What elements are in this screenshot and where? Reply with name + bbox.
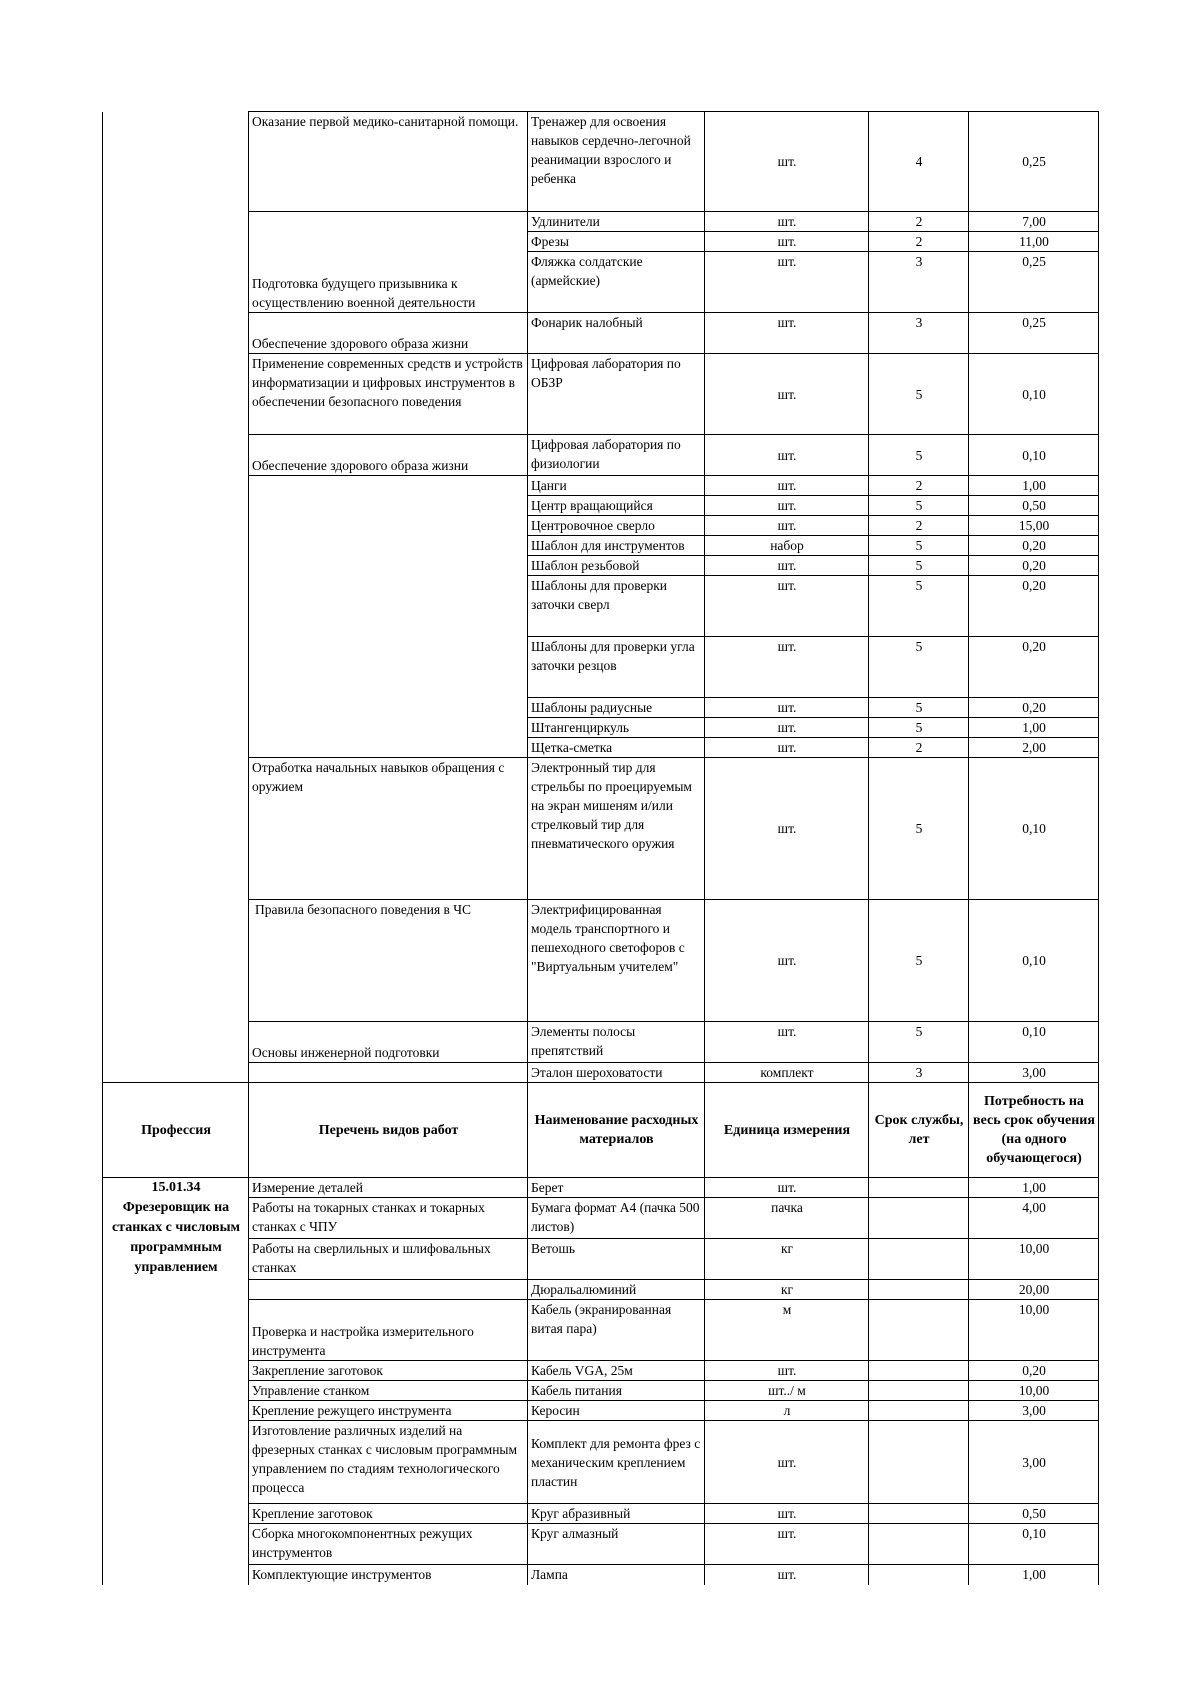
need-cell: 2,00 bbox=[969, 738, 1099, 758]
item-cell: Фляжка солдатские (армейские) bbox=[528, 252, 705, 313]
unit-cell: шт. bbox=[705, 354, 869, 435]
need-cell: 3,00 bbox=[969, 1421, 1099, 1504]
item-cell: Фрезы bbox=[528, 232, 705, 252]
need-cell: 10,00 bbox=[969, 1239, 1099, 1280]
work-cell: Сборка многокомпонентных режущих инструментов bbox=[249, 1524, 528, 1565]
unit-cell: м bbox=[705, 1300, 869, 1361]
table-row bbox=[103, 1022, 1099, 1063]
unit-cell: шт. bbox=[705, 112, 869, 212]
header-profession: Профессия bbox=[103, 1083, 249, 1178]
item-cell: Шаблоны радиусные bbox=[528, 698, 705, 718]
table-row bbox=[103, 354, 1099, 435]
life-cell: 5 bbox=[869, 556, 969, 576]
item-cell: Кабель VGA, 25м bbox=[528, 1361, 705, 1381]
work-cell: Отработка начальных навыков обращения с оружием bbox=[249, 758, 528, 900]
unit-cell: шт. bbox=[705, 435, 869, 476]
work-cell: Изготовление различных изделий на фрезерных станках с числовым программным управлением по стадиям технологического процесса bbox=[249, 1421, 528, 1504]
need-cell: 0,25 bbox=[969, 313, 1099, 354]
need-cell: 3,00 bbox=[969, 1063, 1099, 1083]
unit-cell: шт. bbox=[705, 637, 869, 698]
life-cell: 2 bbox=[869, 516, 969, 536]
unit-cell: шт. bbox=[705, 476, 869, 496]
need-cell: 15,00 bbox=[969, 516, 1099, 536]
need-cell: 0,20 bbox=[969, 556, 1099, 576]
item-cell: Шаблон резьбовой bbox=[528, 556, 705, 576]
need-cell: 0,10 bbox=[969, 1022, 1099, 1063]
item-cell: Цифровая лаборатория по ОБЗР bbox=[528, 354, 705, 435]
life-cell: 5 bbox=[869, 758, 969, 900]
item-cell: Круг алмазный bbox=[528, 1524, 705, 1565]
work-cell: Закрепление заготовок bbox=[249, 1361, 528, 1381]
table-row bbox=[103, 1565, 1099, 1585]
life-cell bbox=[869, 1178, 969, 1198]
need-cell: 7,00 bbox=[969, 212, 1099, 232]
life-cell bbox=[869, 1300, 969, 1361]
unit-cell: шт. bbox=[705, 900, 869, 1022]
table-row bbox=[103, 1239, 1099, 1280]
unit-cell: шт. bbox=[705, 516, 869, 536]
work-cell-empty bbox=[249, 1280, 528, 1300]
item-cell: Центровочное сверло bbox=[528, 516, 705, 536]
life-cell: 5 bbox=[869, 1022, 969, 1063]
life-cell bbox=[869, 1401, 969, 1421]
profession-name: Фрезеровщик на станках с числовым программным управлением bbox=[111, 1200, 241, 1275]
unit-cell: шт. bbox=[705, 212, 869, 232]
table-row bbox=[103, 112, 1099, 212]
need-cell: 0,20 bbox=[969, 637, 1099, 698]
profession-code: 15.01.34 bbox=[151, 1180, 201, 1195]
table-row bbox=[103, 1178, 1099, 1198]
unit-cell: шт. bbox=[705, 1504, 869, 1524]
need-cell: 0,50 bbox=[969, 1504, 1099, 1524]
item-cell: Кабель питания bbox=[528, 1381, 705, 1401]
materials-table bbox=[102, 111, 1099, 1585]
item-cell: Эталон шероховатости bbox=[528, 1063, 705, 1083]
item-cell: Электрифицированная модель транспортного и пешеходного светофоров с "Виртуальным учителем" bbox=[528, 900, 705, 1022]
unit-cell: шт. bbox=[705, 1022, 869, 1063]
need-cell: 0,10 bbox=[969, 435, 1099, 476]
need-cell: 0,20 bbox=[969, 1361, 1099, 1381]
need-cell: 1,00 bbox=[969, 1565, 1099, 1585]
header-service-life: Срок службы, лет bbox=[869, 1083, 969, 1178]
item-cell: Цифровая лаборатория по физиологии bbox=[528, 435, 705, 476]
work-cell: Правила безопасного поведения в ЧС bbox=[249, 900, 528, 1022]
header-unit: Единица измерения bbox=[705, 1083, 869, 1178]
table-row bbox=[103, 1421, 1099, 1504]
table-row bbox=[103, 1361, 1099, 1381]
item-cell: Электронный тир для стрельбы по проецируемым на экран мишеням и/или стрелковый тир для пневматического оружия bbox=[528, 758, 705, 900]
need-cell: 0,20 bbox=[969, 698, 1099, 718]
item-cell: Керосин bbox=[528, 1401, 705, 1421]
unit-cell: комплект bbox=[705, 1063, 869, 1083]
life-cell: 5 bbox=[869, 637, 969, 698]
life-cell bbox=[869, 1504, 969, 1524]
table-row bbox=[103, 758, 1099, 900]
item-cell: Бумага формат А4 (пачка 500 листов) bbox=[528, 1198, 705, 1239]
unit-cell: шт. bbox=[705, 1421, 869, 1504]
table-row bbox=[103, 212, 1099, 232]
life-cell: 5 bbox=[869, 576, 969, 637]
item-cell: Шаблоны для проверки заточки сверл bbox=[528, 576, 705, 637]
life-cell bbox=[869, 1361, 969, 1381]
work-cell: Измерение деталей bbox=[249, 1178, 528, 1198]
item-cell: Штангенциркуль bbox=[528, 718, 705, 738]
life-cell: 2 bbox=[869, 212, 969, 232]
unit-cell: шт. bbox=[705, 576, 869, 637]
unit-cell: шт. bbox=[705, 1178, 869, 1198]
need-cell: 0,10 bbox=[969, 900, 1099, 1022]
unit-cell: шт. bbox=[705, 313, 869, 354]
work-cell: Крепление заготовок bbox=[249, 1504, 528, 1524]
life-cell: 3 bbox=[869, 313, 969, 354]
item-cell: Щетка-сметка bbox=[528, 738, 705, 758]
unit-cell: кг bbox=[705, 1280, 869, 1300]
table-row bbox=[103, 435, 1099, 476]
unit-cell: шт. bbox=[705, 698, 869, 718]
need-cell: 0,50 bbox=[969, 496, 1099, 516]
work-cell-empty bbox=[249, 1063, 528, 1083]
table-row bbox=[103, 1504, 1099, 1524]
document-page bbox=[102, 111, 1098, 1585]
need-cell: 10,00 bbox=[969, 1300, 1099, 1361]
work-cell: Применение современных средств и устройств информатизации и цифровых инструментов в обеспечении безопасного поведения bbox=[249, 354, 528, 435]
work-cell: Проверка и настройка измерительного инструмента bbox=[249, 1300, 528, 1361]
item-cell: Элементы полосы препятствий bbox=[528, 1022, 705, 1063]
need-cell: 0,10 bbox=[969, 354, 1099, 435]
work-cell: Обеспечение здорового образа жизни bbox=[249, 313, 528, 354]
life-cell bbox=[869, 1239, 969, 1280]
need-cell: 0,20 bbox=[969, 576, 1099, 637]
work-cell: Работы на сверлильных и шлифовальных станках bbox=[249, 1239, 528, 1280]
profession-cell-continued bbox=[103, 112, 249, 1083]
item-cell: Лампа bbox=[528, 1565, 705, 1585]
life-cell: 3 bbox=[869, 252, 969, 313]
item-cell: Шаблон для инструментов bbox=[528, 536, 705, 556]
life-cell: 2 bbox=[869, 232, 969, 252]
item-cell: Центр вращающийся bbox=[528, 496, 705, 516]
table-row bbox=[103, 900, 1099, 1022]
item-cell: Берет bbox=[528, 1178, 705, 1198]
unit-cell: кг bbox=[705, 1239, 869, 1280]
life-cell: 5 bbox=[869, 536, 969, 556]
unit-cell: шт. bbox=[705, 252, 869, 313]
unit-cell: шт../ м bbox=[705, 1381, 869, 1401]
unit-cell: л bbox=[705, 1401, 869, 1421]
table-row bbox=[103, 1198, 1099, 1239]
life-cell: 5 bbox=[869, 698, 969, 718]
unit-cell: шт. bbox=[705, 496, 869, 516]
life-cell bbox=[869, 1565, 969, 1585]
life-cell: 4 bbox=[869, 112, 969, 212]
item-cell: Ветошь bbox=[528, 1239, 705, 1280]
item-cell: Круг абразивный bbox=[528, 1504, 705, 1524]
need-cell: 0,25 bbox=[969, 112, 1099, 212]
table-row bbox=[103, 313, 1099, 354]
life-cell bbox=[869, 1381, 969, 1401]
work-cell: Оказание первой медико-санитарной помощи. bbox=[249, 112, 528, 212]
life-cell: 5 bbox=[869, 718, 969, 738]
unit-cell: шт. bbox=[705, 1565, 869, 1585]
need-cell: 11,00 bbox=[969, 232, 1099, 252]
item-cell: Дюральалюминий bbox=[528, 1280, 705, 1300]
work-cell-empty bbox=[249, 476, 528, 758]
need-cell: 20,00 bbox=[969, 1280, 1099, 1300]
unit-cell: шт. bbox=[705, 1524, 869, 1565]
unit-cell: шт. bbox=[705, 738, 869, 758]
header-materials: Наименование расходных материалов bbox=[528, 1083, 705, 1178]
need-cell: 0,10 bbox=[969, 758, 1099, 900]
work-cell: Управление станком bbox=[249, 1381, 528, 1401]
need-cell: 0,20 bbox=[969, 536, 1099, 556]
life-cell: 5 bbox=[869, 900, 969, 1022]
need-cell: 10,00 bbox=[969, 1381, 1099, 1401]
life-cell bbox=[869, 1421, 969, 1504]
need-cell: 0,10 bbox=[969, 1524, 1099, 1565]
need-cell: 4,00 bbox=[969, 1198, 1099, 1239]
unit-cell: шт. bbox=[705, 556, 869, 576]
life-cell: 5 bbox=[869, 496, 969, 516]
need-cell: 1,00 bbox=[969, 476, 1099, 496]
work-cell: Основы инженерной подготовки bbox=[249, 1022, 528, 1063]
life-cell bbox=[869, 1524, 969, 1565]
need-cell: 0,25 bbox=[969, 252, 1099, 313]
table-row bbox=[103, 1381, 1099, 1401]
need-cell: 1,00 bbox=[969, 718, 1099, 738]
life-cell: 3 bbox=[869, 1063, 969, 1083]
unit-cell: набор bbox=[705, 536, 869, 556]
unit-cell: пачка bbox=[705, 1198, 869, 1239]
item-cell: Цанги bbox=[528, 476, 705, 496]
unit-cell: шт. bbox=[705, 718, 869, 738]
item-cell: Фонарик налобный bbox=[528, 313, 705, 354]
header-need: Потребность на весь срок обучения (на одного обучающегося) bbox=[969, 1083, 1099, 1178]
table-row bbox=[103, 1300, 1099, 1361]
life-cell: 5 bbox=[869, 435, 969, 476]
table-row bbox=[103, 1063, 1099, 1083]
need-cell: 3,00 bbox=[969, 1401, 1099, 1421]
item-cell: Шаблоны для проверки угла заточки резцов bbox=[528, 637, 705, 698]
need-cell: 1,00 bbox=[969, 1178, 1099, 1198]
profession-cell bbox=[103, 1178, 249, 1585]
work-cell: Работы на токарных станках и токарных станках с ЧПУ bbox=[249, 1198, 528, 1239]
work-cell: Крепление режущего инструмента bbox=[249, 1401, 528, 1421]
item-cell: Тренажер для освоения навыков сердечно-легочной реанимации взрослого и ребенка bbox=[528, 112, 705, 212]
life-cell: 2 bbox=[869, 738, 969, 758]
work-cell: Подготовка будущего призывника к осуществлению военной деятельности bbox=[249, 212, 528, 313]
work-cell: Комплектующие инструментов bbox=[249, 1565, 528, 1585]
unit-cell: шт. bbox=[705, 232, 869, 252]
table-row bbox=[103, 1524, 1099, 1565]
life-cell: 5 bbox=[869, 354, 969, 435]
life-cell bbox=[869, 1280, 969, 1300]
table-row bbox=[103, 1401, 1099, 1421]
header-work-types: Перечень видов работ bbox=[249, 1083, 528, 1178]
life-cell bbox=[869, 1198, 969, 1239]
table-row bbox=[103, 476, 1099, 496]
table-row bbox=[103, 1280, 1099, 1300]
unit-cell: шт. bbox=[705, 1361, 869, 1381]
unit-cell: шт. bbox=[705, 758, 869, 900]
life-cell: 2 bbox=[869, 476, 969, 496]
item-cell: Комплект для ремонта фрез с механическим креплением пластин bbox=[528, 1421, 705, 1504]
work-cell: Обеспечение здорового образа жизни bbox=[249, 435, 528, 476]
item-cell: Кабель (экранированная витая пара) bbox=[528, 1300, 705, 1361]
item-cell: Удлинители bbox=[528, 212, 705, 232]
table-header-row bbox=[103, 1083, 1099, 1178]
